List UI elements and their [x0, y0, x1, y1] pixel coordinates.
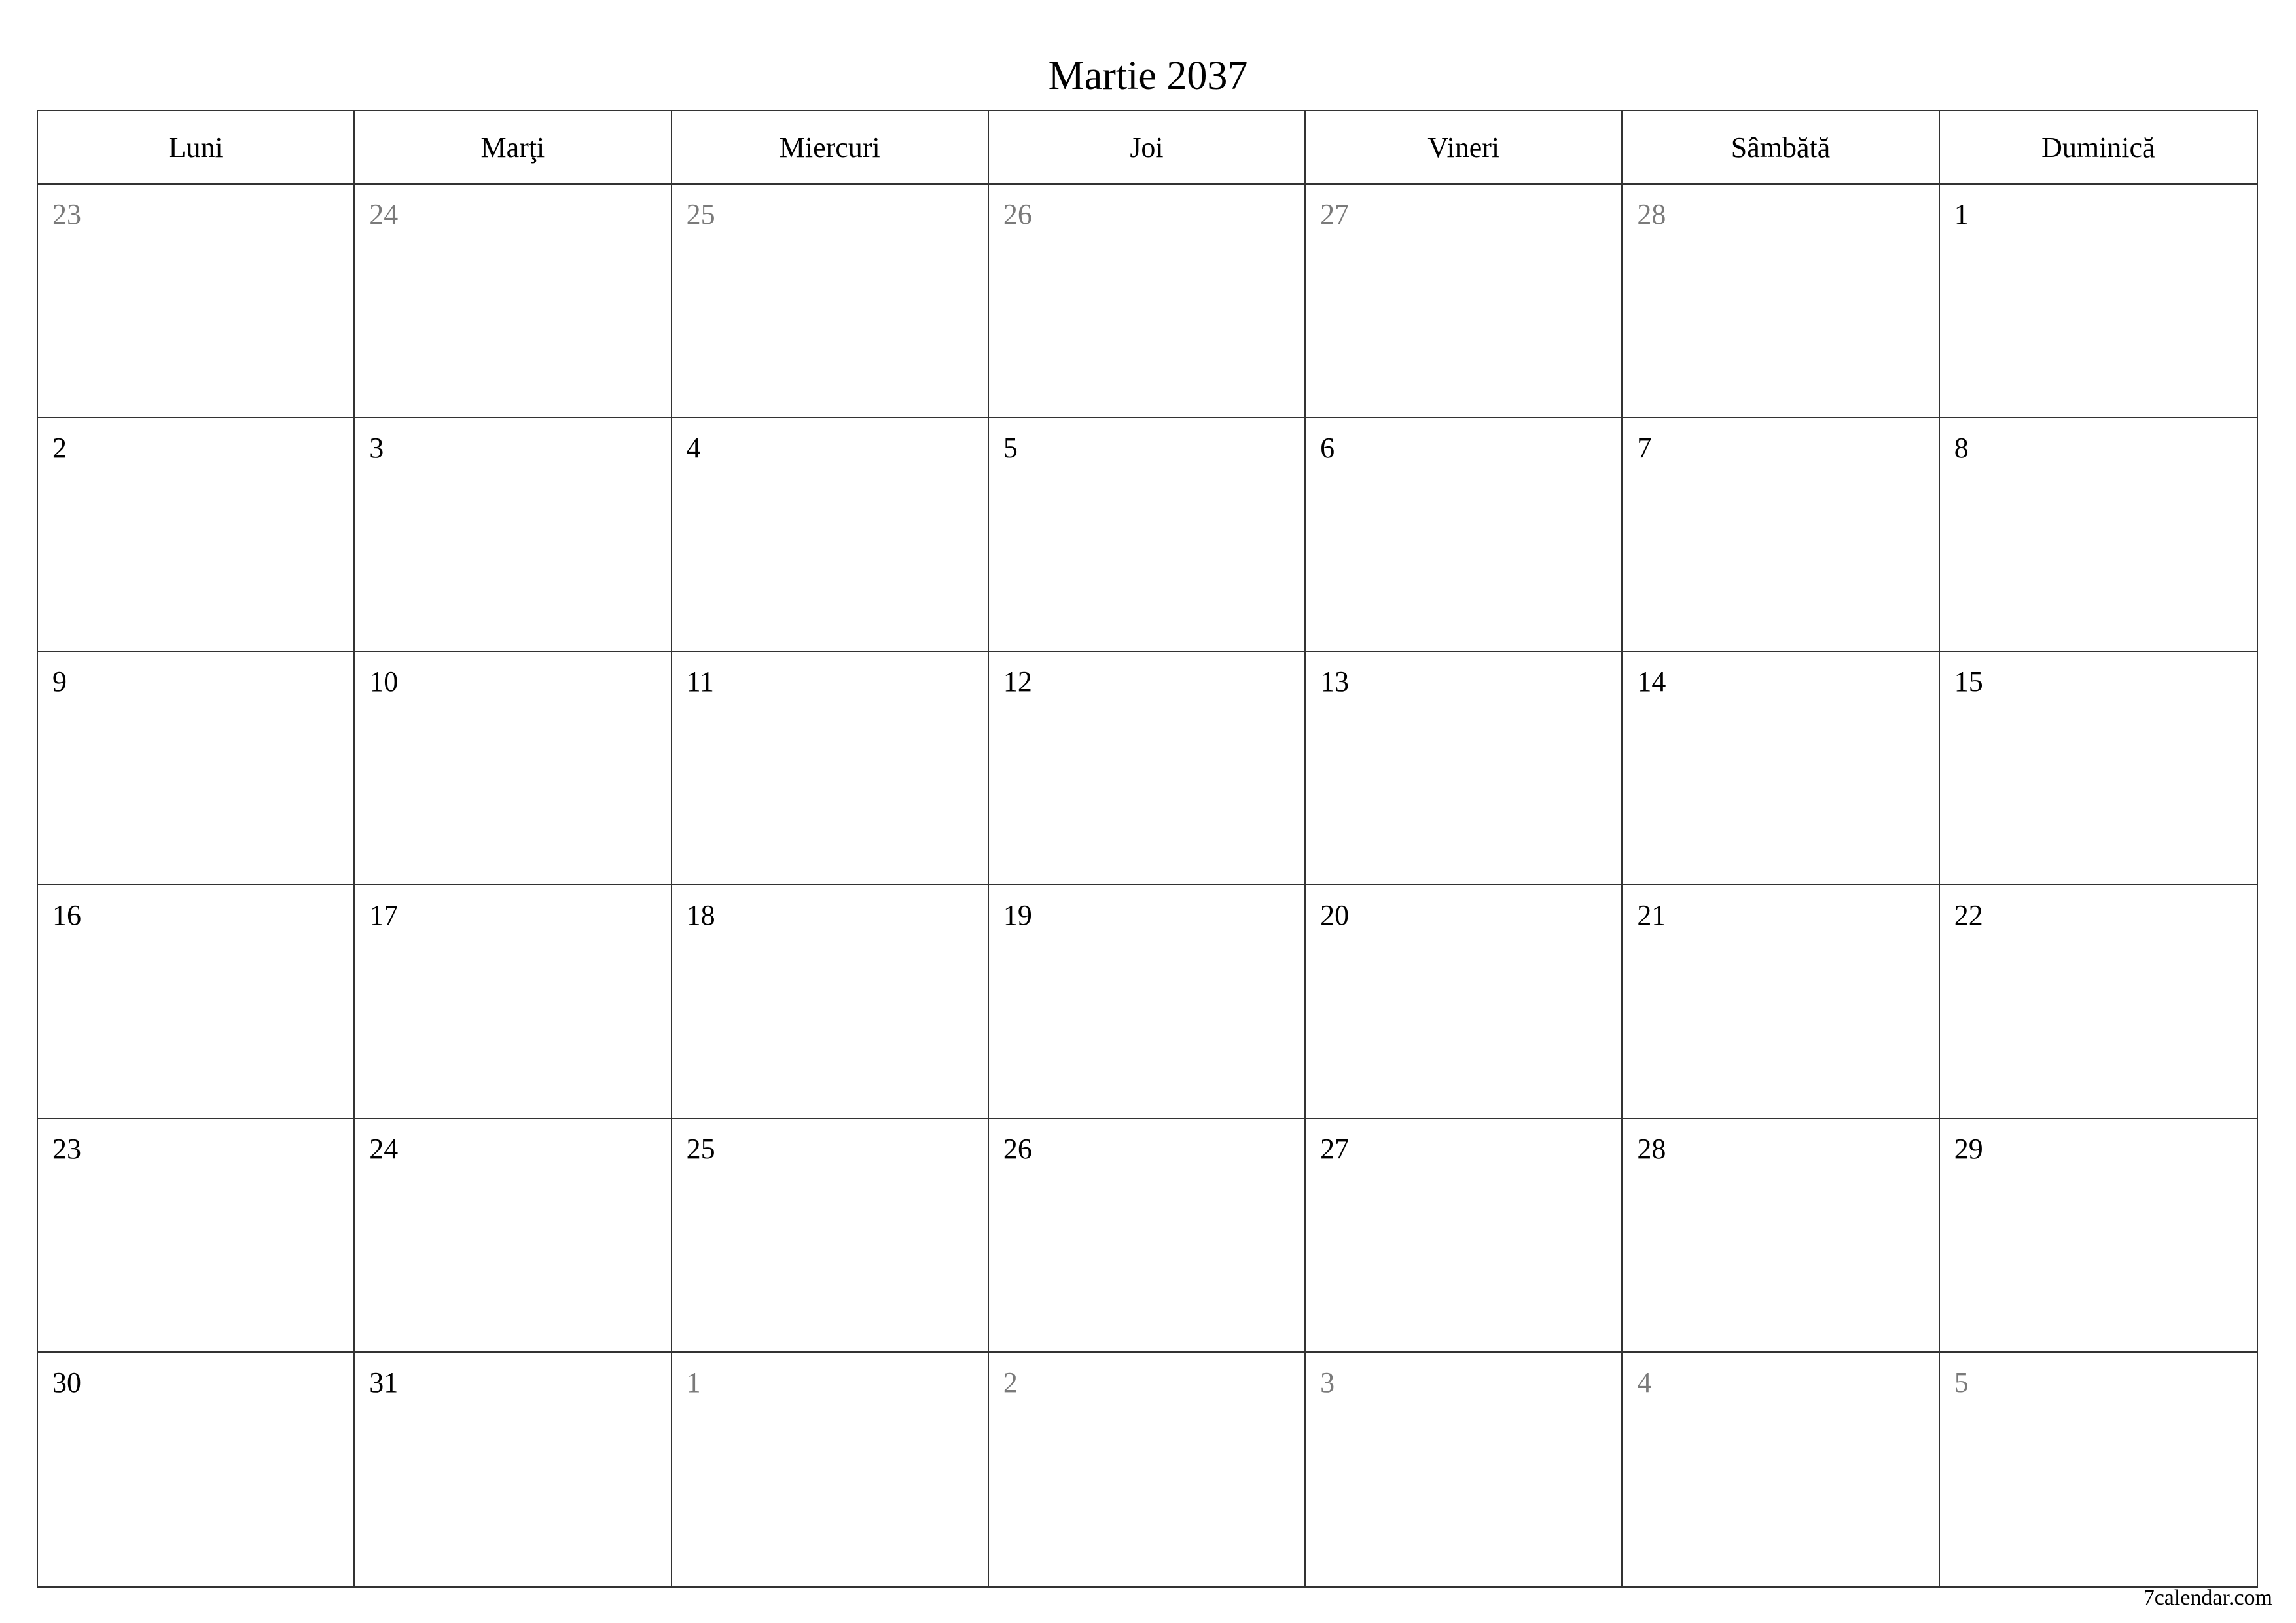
day-cell[interactable]: [989, 418, 1306, 652]
day-number: 27: [1320, 1133, 1350, 1165]
weekday-header: Sâmbătă: [1623, 111, 1939, 185]
day-cell[interactable]: [38, 1353, 355, 1586]
day-cell[interactable]: [1940, 1353, 2257, 1586]
day-number: 25: [686, 198, 715, 230]
day-cell[interactable]: [1623, 1119, 1939, 1353]
day-number: 1: [686, 1366, 701, 1399]
day-cell[interactable]: [989, 185, 1306, 418]
day-cell[interactable]: [38, 185, 355, 418]
day-cell[interactable]: [1623, 885, 1939, 1119]
footer-watermark: 7calendar.com: [2143, 1586, 2272, 1610]
day-number: 22: [1954, 899, 1983, 931]
day-number: 28: [1637, 1133, 1666, 1165]
day-number: 4: [1637, 1366, 1652, 1399]
day-cell[interactable]: [355, 1119, 672, 1353]
day-number: 5: [1003, 432, 1018, 464]
weekday-header: Duminică: [1940, 111, 2257, 185]
day-number: 26: [1003, 1133, 1032, 1165]
day-number: 3: [369, 432, 384, 464]
day-cell[interactable]: [989, 1353, 1306, 1586]
day-number: 24: [369, 198, 399, 230]
day-number: 14: [1637, 666, 1666, 698]
day-number: 12: [1003, 666, 1032, 698]
day-cell[interactable]: [1306, 652, 1623, 885]
day-cell[interactable]: [355, 652, 672, 885]
day-number: 18: [686, 899, 715, 931]
day-cell[interactable]: [1940, 418, 2257, 652]
day-number: 31: [369, 1366, 399, 1399]
day-cell[interactable]: [989, 1119, 1306, 1353]
day-number: 1: [1954, 198, 1969, 230]
day-cell[interactable]: [672, 1119, 989, 1353]
day-cell[interactable]: [1623, 1353, 1939, 1586]
day-cell[interactable]: [1940, 885, 2257, 1119]
day-number: 16: [52, 899, 81, 931]
weekday-header: Joi: [989, 111, 1306, 185]
weekday-header: Marţi: [355, 111, 672, 185]
day-number: 30: [52, 1366, 81, 1399]
day-number: 21: [1637, 899, 1666, 931]
day-number: 2: [52, 432, 67, 464]
day-cell[interactable]: [38, 885, 355, 1119]
day-cell[interactable]: [1940, 185, 2257, 418]
weekday-header: Luni: [38, 111, 355, 185]
day-cell[interactable]: [1623, 185, 1939, 418]
day-number: 20: [1320, 899, 1350, 931]
day-cell[interactable]: [38, 652, 355, 885]
day-cell[interactable]: [1623, 418, 1939, 652]
day-number: 28: [1637, 198, 1666, 230]
day-number: 2: [1003, 1366, 1018, 1399]
day-cell[interactable]: [672, 652, 989, 885]
day-number: 27: [1320, 198, 1350, 230]
day-cell[interactable]: [1306, 185, 1623, 418]
calendar-grid: [37, 110, 2258, 1588]
day-cell[interactable]: [1306, 1353, 1623, 1586]
day-number: 13: [1320, 666, 1350, 698]
day-cell[interactable]: [672, 885, 989, 1119]
day-cell[interactable]: [355, 418, 672, 652]
day-cell[interactable]: [355, 885, 672, 1119]
weekday-header: Vineri: [1306, 111, 1623, 185]
weekday-header: Miercuri: [672, 111, 989, 185]
day-cell[interactable]: [1623, 652, 1939, 885]
day-number: 6: [1320, 432, 1335, 464]
day-number: 17: [369, 899, 399, 931]
day-number: 19: [1003, 899, 1032, 931]
day-number: 11: [686, 666, 714, 698]
day-cell[interactable]: [355, 185, 672, 418]
day-cell[interactable]: [38, 1119, 355, 1353]
day-cell[interactable]: [989, 885, 1306, 1119]
day-cell[interactable]: [1940, 1119, 2257, 1353]
day-number: 5: [1954, 1366, 1969, 1399]
day-cell[interactable]: [1940, 652, 2257, 885]
day-cell[interactable]: [355, 1353, 672, 1586]
day-number: 10: [369, 666, 399, 698]
day-cell[interactable]: [1306, 885, 1623, 1119]
day-number: 25: [686, 1133, 715, 1165]
day-cell[interactable]: [38, 418, 355, 652]
day-number: 7: [1637, 432, 1652, 464]
day-number: 24: [369, 1133, 399, 1165]
day-cell[interactable]: [672, 185, 989, 418]
day-number: 15: [1954, 666, 1983, 698]
day-cell[interactable]: [1306, 1119, 1623, 1353]
day-number: 23: [52, 1133, 81, 1165]
day-number: 3: [1320, 1366, 1335, 1399]
day-number: 8: [1954, 432, 1969, 464]
day-cell[interactable]: [1306, 418, 1623, 652]
day-number: 23: [52, 198, 81, 230]
day-cell[interactable]: [989, 652, 1306, 885]
day-number: 4: [686, 432, 701, 464]
day-cell[interactable]: [672, 418, 989, 652]
day-cell[interactable]: [672, 1353, 989, 1586]
day-number: 26: [1003, 198, 1032, 230]
day-number: 9: [52, 666, 67, 698]
page-title: Martie 2037: [1048, 54, 1248, 98]
day-number: 29: [1954, 1133, 1983, 1165]
